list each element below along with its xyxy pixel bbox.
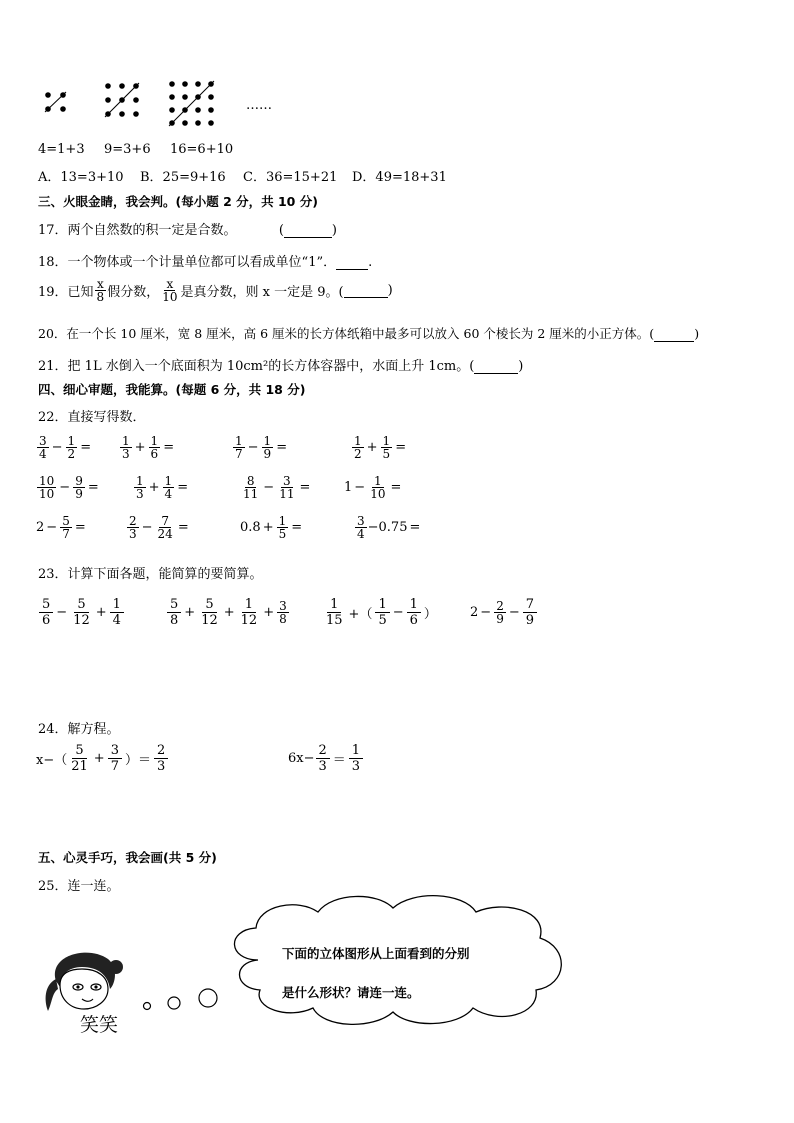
calc-item: $\frac{8}{11}$ − $\frac{3}{11}$ = — [243, 474, 311, 501]
q20-text: 20．在一个长 10 厘米，宽 8 厘米，高 6 厘米的长方体纸箱中最多可以放入 60 个棱长为 2 厘米的小正方体。( — [38, 326, 655, 341]
calc-item: 1 − $\frac{1}{10}$ = — [344, 474, 402, 501]
q21-text: 21．把 1L 水倒入一个底面积为 10cm²的长方体容器中，水面上升 1cm。( — [38, 359, 475, 374]
q18-answer-blank[interactable] — [336, 256, 368, 270]
calc-item: $\frac{1}{3}$ + $\frac{1}{6}$ = — [122, 434, 175, 461]
dot-caption-2: 9=3+6 — [104, 142, 151, 157]
dot-pattern-9 — [105, 83, 139, 117]
q18-text: 18．一个物体或一个计量单位都可以看成单位“1”． — [38, 255, 337, 270]
dot-caption-3: 16=6+10 — [170, 142, 234, 157]
q24-title: 24．解方程。 — [38, 722, 120, 737]
q17-answer-blank[interactable] — [284, 224, 332, 238]
dot-pattern-4 — [45, 92, 66, 112]
q23-title: 23．计算下面各题，能简算的要简算。 — [38, 567, 263, 582]
thought-bubbles — [138, 985, 222, 1015]
dot-patterns — [38, 78, 228, 134]
section5-title: 五、心灵手巧，我会画(共 5 分) — [38, 850, 217, 865]
dots-ellipsis: …… — [246, 98, 272, 113]
option-a: A．13=3+10 — [38, 170, 124, 185]
option-b: B．25=9+16 — [140, 170, 226, 185]
calc-item: 2 − $\frac{5}{7}$ = — [36, 514, 86, 541]
q21: 21．把 1L 水倒入一个底面积为 10cm²的长方体容器中，水面上升 1cm。( ) — [38, 359, 524, 374]
q22-title: 22．直接写得数． — [38, 410, 146, 425]
fraction: $\frac{x}{8}$ — [96, 277, 105, 304]
q24-equation-1: x−（ $\frac{5}{21}$ + $\frac{3}{7}$ ）＝ $\frac{2}{3}$ — [36, 743, 169, 774]
calc-item: $\frac{3}{4}$ − $\frac{1}{2}$ = — [39, 434, 92, 461]
q20-answer-blank[interactable] — [654, 328, 694, 342]
cloud-line-1: 下面的立体图形从上面看到的分别 — [282, 946, 470, 961]
calc-item: $\frac{10}{10}$ − $\frac{9}{9}$ = — [39, 474, 99, 501]
section4-title: 四、细心审题，我能算。(每题 6 分，共 18 分) — [38, 382, 306, 397]
calc-item: $\frac{1}{7}$ − $\frac{1}{9}$ = — [235, 434, 288, 461]
q17-text: 17．两个自然数的积一定是合数。 — [38, 223, 237, 238]
q23-expr-3: $\frac{1}{15}$ +（ $\frac{1}{5}$ − $\frac{1}{6}$ ） — [326, 597, 437, 628]
q24-equation-2: 6x− $\frac{2}{3}$ ＝ $\frac{1}{3}$ — [288, 743, 364, 774]
option-d: D．49=18+31 — [352, 170, 447, 185]
q20: 20．在一个长 10 厘米，宽 8 厘米，高 6 厘米的长方体纸箱中最多可以放入 60 个棱长为 2 厘米的小正方体。( ) — [38, 326, 700, 341]
q25-title: 25．连一连。 — [38, 879, 120, 894]
q19-answer-blank[interactable] — [344, 284, 388, 298]
q18: 18．一个物体或一个计量单位都可以看成单位“1”． . — [38, 255, 373, 270]
q23-expr-2: $\frac{5}{8}$ + $\frac{5}{12}$ + $\frac{1}{12}$ + $\frac{3}{8}$ — [166, 597, 290, 628]
calc-item: $\frac{3}{4}$ −0.75 = — [357, 514, 421, 541]
q17: 17．两个自然数的积一定是合数。 ( ) — [38, 223, 337, 238]
calc-item: $\frac{2}{3}$ − $\frac{7}{24}$ = — [129, 514, 189, 541]
calc-item: $\frac{1}{3}$ + $\frac{1}{4}$ = — [136, 474, 189, 501]
calc-item: 0.8 + $\frac{1}{5}$ = — [240, 514, 303, 541]
q23-expr-4: 2 − $\frac{2}{9}$ − $\frac{7}{9}$ — [470, 597, 538, 628]
q21-answer-blank[interactable] — [474, 360, 518, 374]
dot-caption-1: 4=1+3 — [38, 142, 85, 157]
q23-expr-1: $\frac{5}{6}$ − $\frac{5}{12}$ + $\frac{1}{4}$ — [38, 597, 125, 628]
q19: 19．已知 $\frac{x}{8}$ 假分数， $\frac{x}{10}$ 是真分数，则 x 一定是 9。( ) — [38, 277, 393, 304]
calc-item: $\frac{1}{2}$ + $\frac{1}{5}$ = — [354, 434, 407, 461]
dot-pattern-16 — [169, 81, 214, 126]
fraction: $\frac{x}{10}$ — [162, 277, 178, 304]
girl-name-label: 笑笑 — [80, 1014, 119, 1036]
option-c: C．36=15+21 — [243, 170, 338, 185]
section3-title: 三、火眼金睛，我会判。(每小题 2 分，共 10 分) — [38, 194, 318, 209]
cloud-line-2: 是什么形状？请连一连。 — [282, 985, 420, 1000]
girl-cartoon-icon — [38, 945, 128, 1013]
